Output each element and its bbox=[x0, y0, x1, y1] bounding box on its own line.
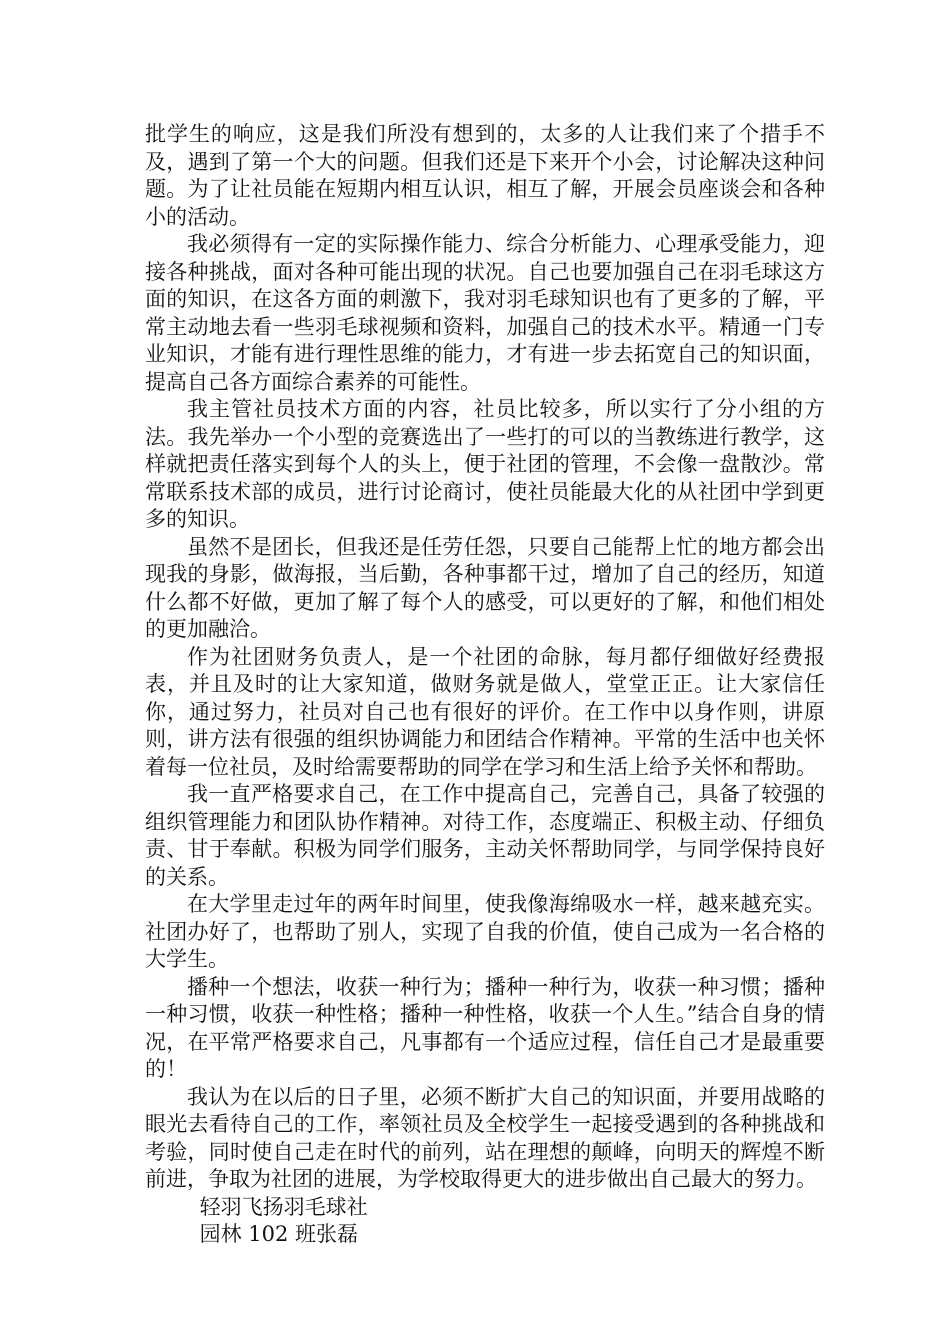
paragraph-finance: 作为社团财务负责人，是一个社团的命脉，每月都仔细做好经费报表，并且及时的让大家知道，做财务就是做人，堂堂正正。让大家信任你，通过努力，社员对自己也有很好的评价。在工作中以身作则，讲原则，讲方法有很强的组织协调能力和团结合作精神。平常的生活中也关怀着每一位社员，及时给需要帮助的同学在学习和生活上给予关怀和帮助。 bbox=[145, 644, 825, 779]
paragraph-quote: 播种一个想法，收获一种行为；播种一种行为，收获一种习惯；播种一种习惯，收获一种性格；播种一种性格，收获一个人生。”结合自身的情况，在平常严格要求自己，凡事都有一个适应过程，信任自己才是最重要的！ bbox=[145, 974, 825, 1081]
document-body bbox=[145, 121, 825, 1249]
signature-club: 轻羽飞扬羽毛球社 bbox=[199, 1194, 368, 1219]
paragraph-technical-management: 我主管社员技术方面的内容，社员比较多，所以实行了分小组的方法。我先举办一个小型的竞赛选出了一些打的可以的当教练进行教学，这样就把责任落实到每个人的头上，便于社团的管理，不会像一盘散沙。常常联系技术部的成员，进行讨论商讨，使社员能最大化的从社团中学到更多的知识。 bbox=[145, 397, 825, 531]
signature-author: 园林 102 班张磊 bbox=[199, 1222, 359, 1246]
paragraph-university-years: 在大学里走过年的两年时间里，使我像海绵吸水一样，越来越充实。社团办好了，也帮助了别人，实现了自我的价值，使自己成为一名合格的大学生。 bbox=[145, 892, 825, 971]
paragraph-continuation: 批学生的响应，这是我们所没有想到的，太多的人让我们来了个措手不及，遇到了第一个大的问题。但我们还是下来开个小会，讨论解决这种问题。为了让社员能在短期内相互认识，相互了解，开展会员座谈会和各种小的活动。 bbox=[145, 122, 825, 229]
paragraph-self-discipline: 我一直严格要求自己，在工作中提高自己，完善自己，具备了较强的组织管理能力和团队协作精神。对待工作，态度端正、积极主动、仔细负责、甘于奉献。积极为同学们服务，主动关怀帮助同学，与同学保持良好的关系。 bbox=[145, 782, 825, 889]
paragraph-helping-out: 虽然不是团长，但我还是任劳任怨，只要自己能帮上忙的地方都会出现我的身影，做海报，当后勤，各种事都干过，增加了自己的经历，知道什么都不好做，更加了解了每个人的感受，可以更好的了解，和他们相处的更加融洽。 bbox=[145, 534, 825, 641]
paragraph-future: 我认为在以后的日子里，必须不断扩大自己的知识面，并要用战略的眼光去看待自己的工作，率领社员及全校学生一起接受遇到的各种挑战和考验，同时使自己走在时代的前列，站在理想的颠峰，向明天的辉煌不断前进，争取为社团的进展，为学校取得更大的进步做出自己最大的努力。 bbox=[145, 1084, 825, 1191]
paragraph-abilities: 我必须得有一定的实际操作能力、综合分析能力、心理承受能力，迎接各种挑战，面对各种可能出现的状况。自己也要加强自己在羽毛球这方面的知识，在这各方面的刺激下，我对羽毛球知识也有了更多的了解，平常主动地去看一些羽毛球视频和资料，加强自己的技术水平。精通一门专业知识，才能有进行理性思维的能力，才有进一步去拓宽自己的知识面，提高自己各方面综合素养的可能性。 bbox=[145, 232, 825, 394]
